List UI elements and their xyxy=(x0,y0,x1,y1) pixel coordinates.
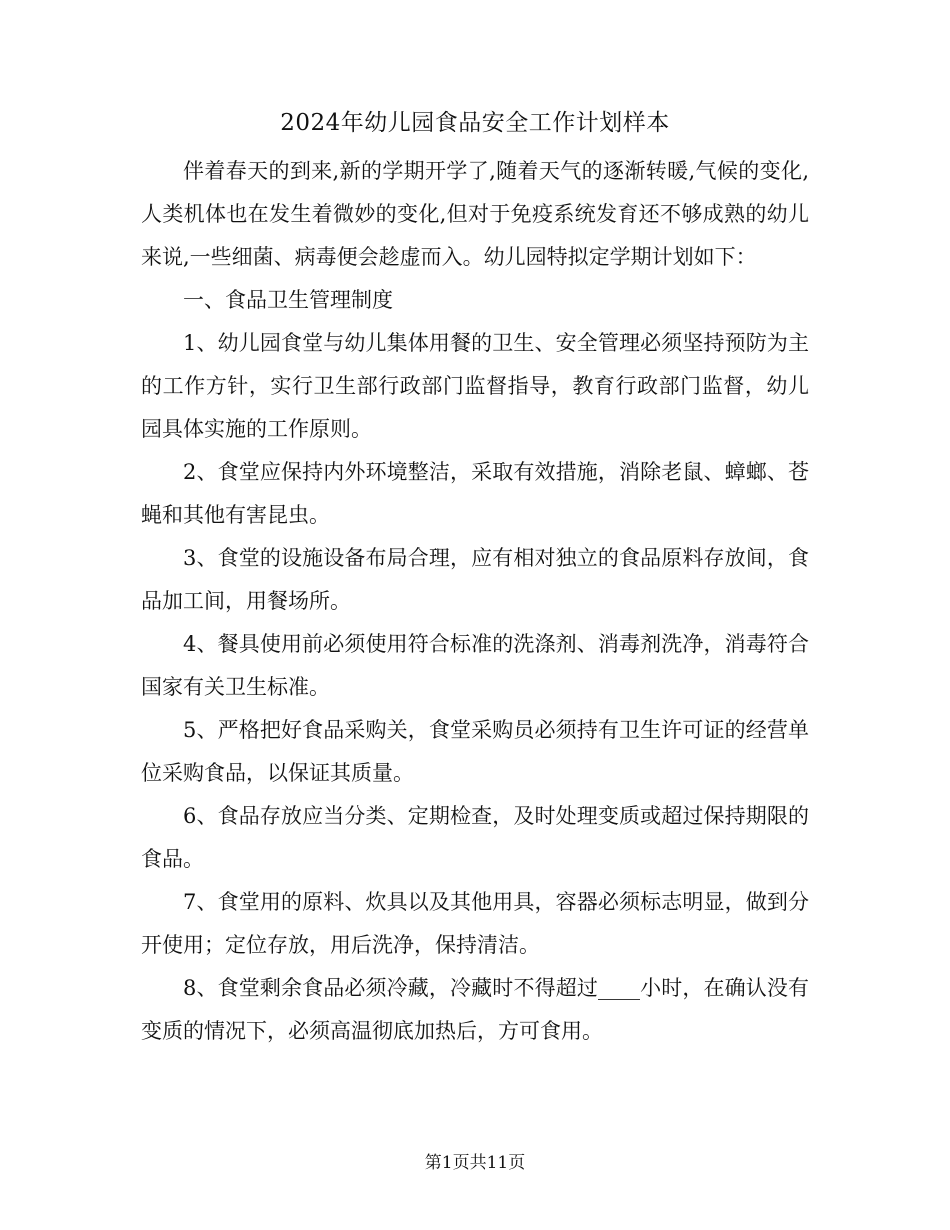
item8-text-end: 小时，在确认没有变质的情况下，必须高温彻底加热后，方可食用。 xyxy=(141,976,810,1043)
list-item: 5、严格把好食品采购关，食堂采购员必须持有卫生许可证的经营单位采购食品，以保证其质量。 xyxy=(141,718,809,785)
page-number: 第1页共11页 xyxy=(424,1153,526,1173)
list-item: 6、食品存放应当分类、定期检查，及时处理变质或超过保持期限的食品。 xyxy=(141,804,809,871)
list-item: 3、食堂的设施设备布局合理，应有相对独立的食品原料存放间，食品加工间，用餐场所。 xyxy=(141,546,809,613)
fill-in-blank: ____ xyxy=(597,976,640,1000)
list-item: 1、幼儿园食堂与幼儿集体用餐的卫生、安全管理必须坚持预防为主的工作方针，实行卫生部行政部门监督指导，教育行政部门监督，幼儿园具体实施的工作原则。 xyxy=(141,331,809,441)
intro-paragraph: 伴着春天的到来,新的学期开学了,随着天气的逐渐转暖,气候的变化,人类机体也在发生着微妙的变化,但对于免疫系统发育还不够成熟的幼儿来说,一些细菌、病毒便会趁虚而入。幼儿园特拟定学期计划如下： xyxy=(141,159,809,269)
document-title: 2024年幼儿园食品安全工作计划样本 xyxy=(280,110,670,136)
document-body xyxy=(141,150,809,1053)
section-heading: 一、食品卫生管理制度 xyxy=(183,288,393,312)
list-item: 7、食堂用的原料、炊具以及其他用具，容器必须标志明显，做到分开使用；定位存放，用后洗净，保持清洁。 xyxy=(141,890,809,957)
list-item: 2、食堂应保持内外环境整洁，采取有效措施，消除老鼠、蟑螂、苍蝇和其他有害昆虫。 xyxy=(141,460,809,527)
item8-text-start: 8、食堂剩余食品必须冷藏，冷藏时不得超过 xyxy=(183,976,598,1000)
list-item-8 xyxy=(141,967,809,1053)
list-item: 4、餐具使用前必须使用符合标准的洗涤剂、消毒剂洗净，消毒符合国家有关卫生标准。 xyxy=(141,632,809,699)
